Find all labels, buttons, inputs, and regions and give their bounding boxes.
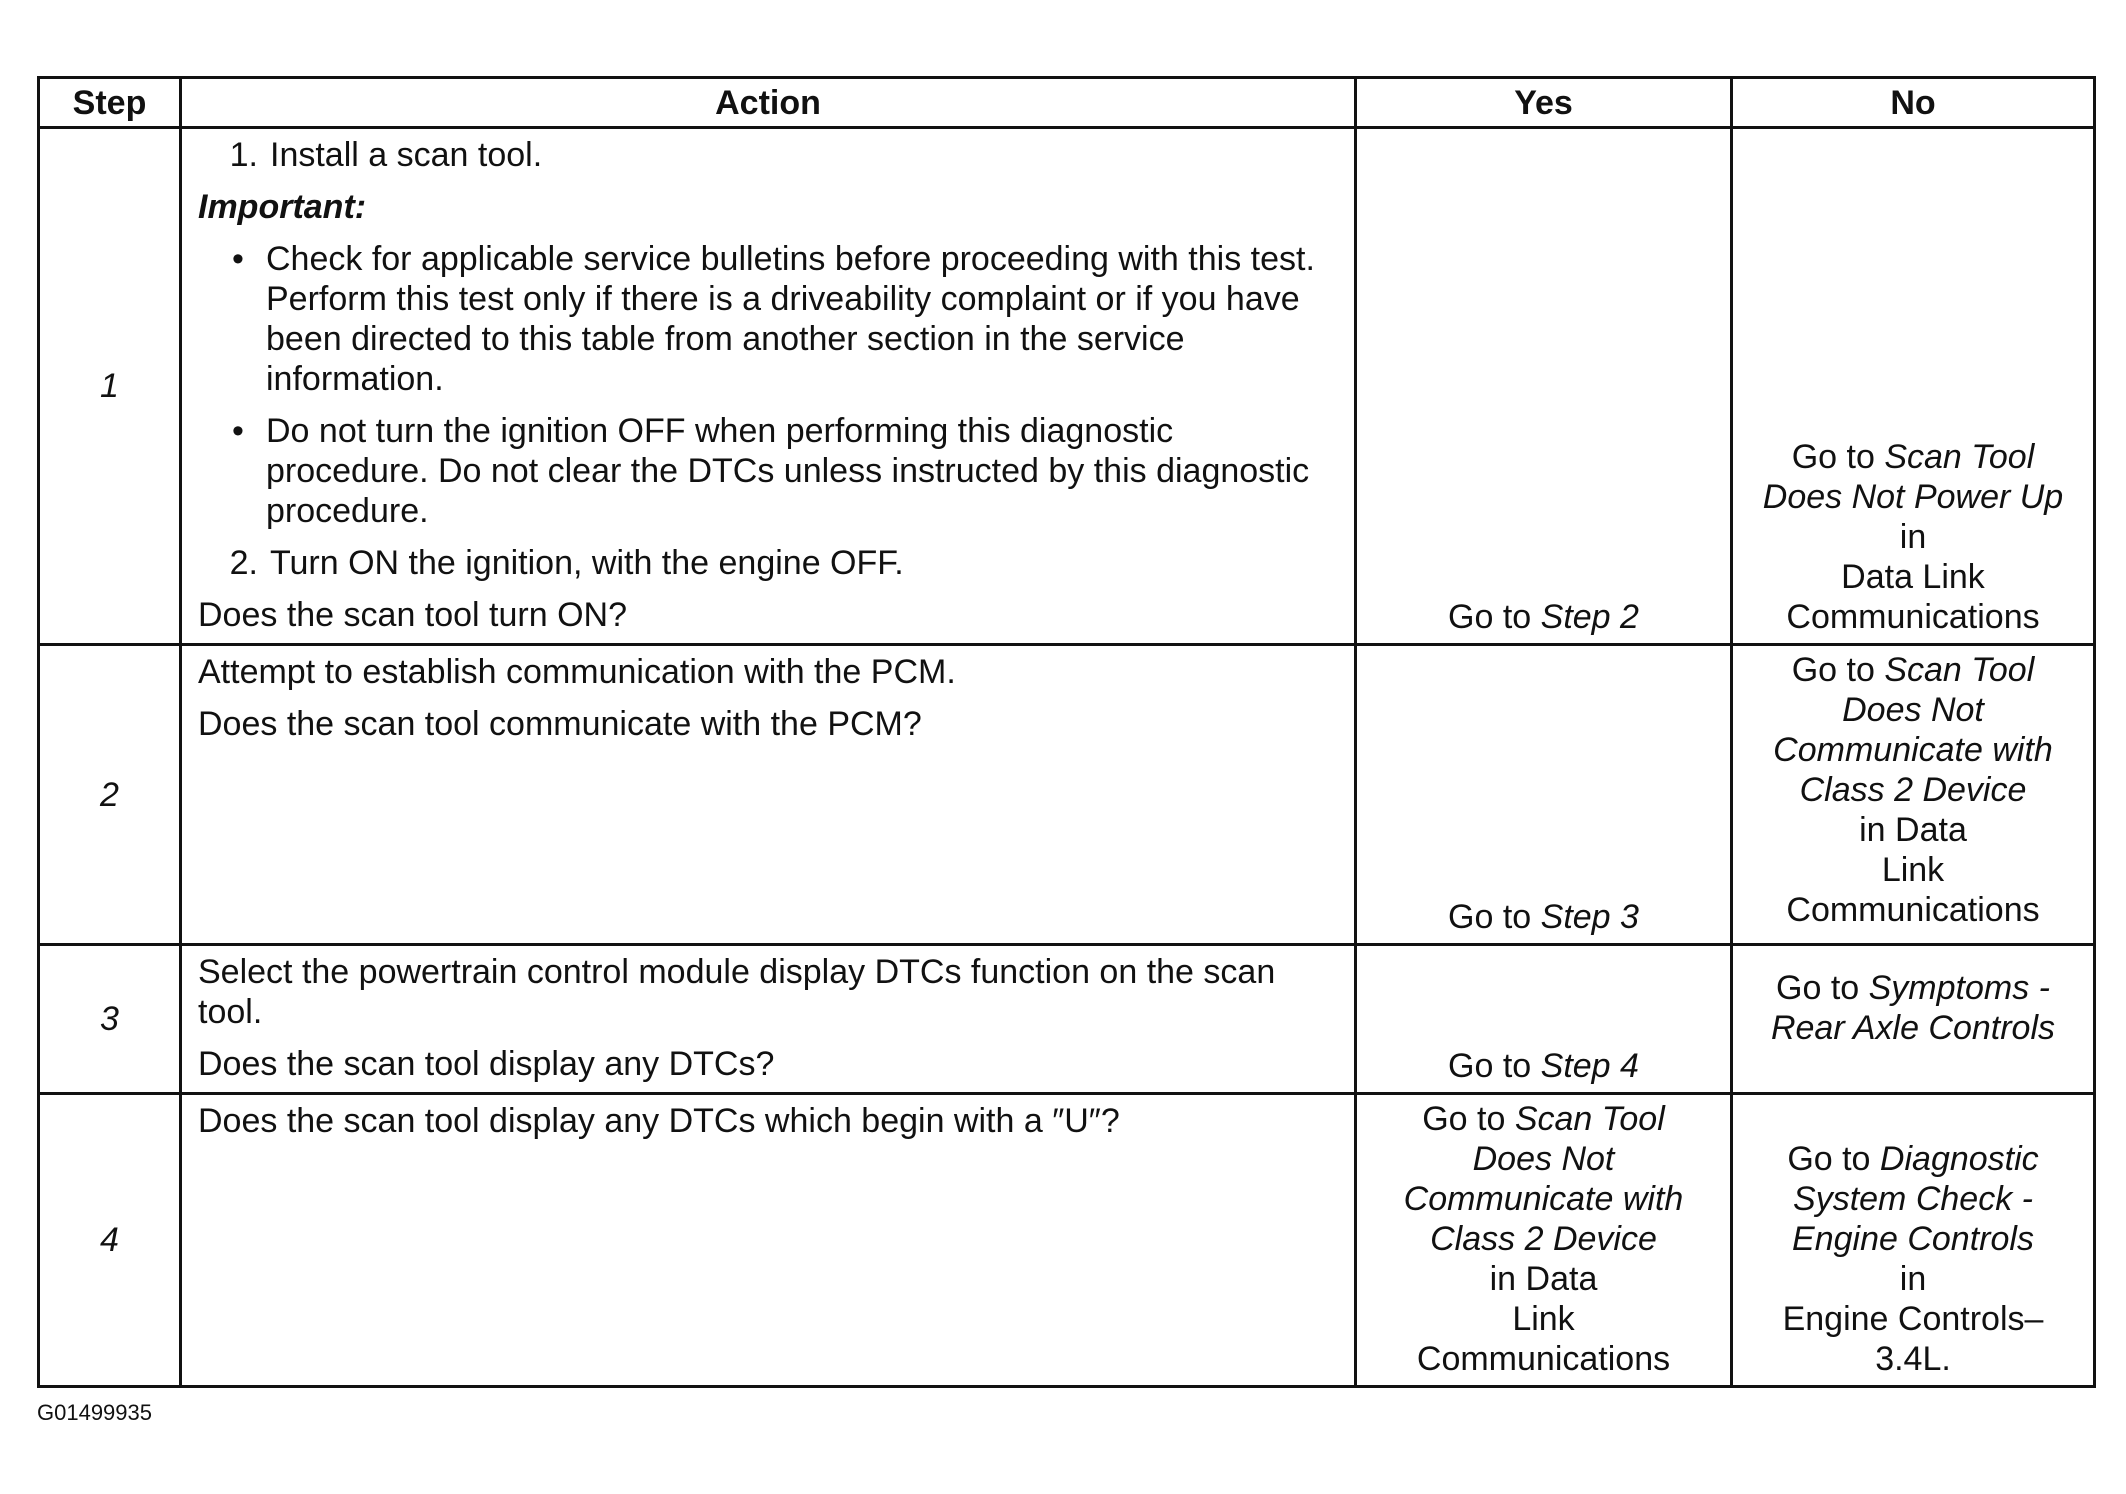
step-number: 2 bbox=[39, 645, 181, 945]
item-text: Install a scan tool. bbox=[270, 136, 543, 174]
no-section: Data Link bbox=[1841, 558, 1985, 596]
no-link[interactable]: Does Not Power Up bbox=[1762, 478, 2064, 516]
no-section: Communications bbox=[1786, 891, 2040, 929]
no-cell bbox=[1732, 128, 2095, 645]
item-number: 1. bbox=[229, 136, 258, 174]
yes-section: Link bbox=[1512, 1300, 1575, 1338]
bullet-text: Check for applicable service bulletins before proceeding with this test. Perform this test only if there is a driveability complaint or if you have been directed to this table from another section in the service information. bbox=[266, 240, 1315, 398]
no-in-text: in Data bbox=[1859, 811, 1967, 849]
no-section: Engine Controls– bbox=[1782, 1300, 2044, 1338]
no-link[interactable]: Rear Axle Controls bbox=[1770, 1009, 2056, 1047]
question-text: Does the scan tool display any DTCs which begin with a ″U″? bbox=[198, 1102, 1120, 1140]
action-cell bbox=[181, 128, 1356, 645]
no-link[interactable]: Scan Tool bbox=[1884, 438, 2035, 476]
yes-prefix: Go to bbox=[1422, 1100, 1515, 1138]
numbered-item bbox=[198, 543, 1338, 583]
yes-in-text: in Data bbox=[1489, 1260, 1598, 1298]
no-link[interactable]: Scan Tool bbox=[1884, 651, 2035, 689]
diagnostic-table-container bbox=[37, 76, 2093, 1388]
action-cell bbox=[181, 1094, 1356, 1387]
action-text: Attempt to establish communication with the PCM. bbox=[198, 653, 956, 691]
bullet-icon: • bbox=[232, 240, 244, 278]
no-section: Communications bbox=[1786, 598, 2040, 636]
table-row bbox=[39, 945, 2095, 1094]
bullet-icon: • bbox=[232, 412, 244, 450]
important-label: Important: bbox=[198, 188, 367, 226]
table-row bbox=[39, 1094, 2095, 1387]
figure-id: G01499935 bbox=[37, 1400, 152, 1425]
no-link[interactable]: Symptoms - bbox=[1868, 969, 2050, 1007]
no-cell bbox=[1732, 945, 2095, 1094]
no-link[interactable]: Class 2 Device bbox=[1799, 771, 2027, 809]
item-number: 2. bbox=[229, 544, 258, 582]
yes-cell bbox=[1356, 945, 1732, 1094]
question-text-value: Does the scan tool turn ON? bbox=[198, 596, 628, 634]
bullet-text: Do not turn the ignition OFF when performing this diagnostic procedure. Do not clear the DTCs unless instructed by this diagnostic procedure. bbox=[266, 412, 1310, 530]
question-text: Does the scan tool communicate with the PCM? bbox=[198, 705, 922, 743]
no-cell bbox=[1732, 1094, 2095, 1387]
diagnostic-table bbox=[37, 76, 2096, 1388]
yes-link[interactable]: Does Not bbox=[1472, 1140, 1615, 1178]
header-yes: Yes bbox=[1356, 78, 1732, 128]
no-prefix: Go to bbox=[1787, 1140, 1880, 1178]
step-number: 3 bbox=[39, 945, 181, 1094]
table-row bbox=[39, 128, 2095, 645]
yes-link[interactable]: Step 3 bbox=[1540, 898, 1639, 936]
yes-cell bbox=[1356, 645, 1732, 945]
no-prefix: Go to bbox=[1791, 651, 1885, 689]
header-step: Step bbox=[39, 78, 181, 128]
no-section: Link bbox=[1881, 851, 1945, 889]
no-link[interactable]: Engine Controls bbox=[1792, 1220, 2034, 1258]
yes-link[interactable]: Communicate with bbox=[1403, 1180, 1684, 1218]
item-text: Turn ON the ignition, with the engine OFF. bbox=[270, 544, 904, 582]
no-section: 3.4L. bbox=[1875, 1340, 1951, 1378]
yes-link[interactable]: Class 2 Device bbox=[1430, 1220, 1657, 1258]
table-header-row bbox=[39, 78, 2095, 128]
yes-cell bbox=[1356, 1094, 1732, 1387]
yes-link[interactable]: Scan Tool bbox=[1514, 1100, 1665, 1138]
yes-cell bbox=[1356, 128, 1732, 645]
no-prefix: Go to bbox=[1791, 438, 1885, 476]
action-text: Select the powertrain control module display DTCs function on the scan tool. bbox=[198, 953, 1276, 1031]
action-cell bbox=[181, 945, 1356, 1094]
bullet-item bbox=[198, 239, 1338, 399]
no-link[interactable]: System Check - bbox=[1793, 1180, 2033, 1218]
step-number: 4 bbox=[39, 1094, 181, 1387]
question-text: Does the scan tool display any DTCs? bbox=[198, 1045, 775, 1083]
no-prefix: Go to bbox=[1776, 969, 1869, 1007]
header-no: No bbox=[1732, 78, 2095, 128]
no-in-text: in bbox=[1899, 518, 1927, 556]
yes-link[interactable]: Step 2 bbox=[1540, 598, 1639, 636]
action-cell bbox=[181, 645, 1356, 945]
no-link[interactable]: Communicate with bbox=[1773, 731, 2053, 769]
bullet-item bbox=[198, 411, 1338, 531]
yes-prefix: Go to bbox=[1448, 598, 1541, 636]
no-link[interactable]: Does Not bbox=[1842, 691, 1984, 729]
numbered-item bbox=[198, 135, 1338, 175]
no-in-text: in bbox=[1899, 1260, 1927, 1298]
no-cell bbox=[1732, 645, 2095, 945]
yes-prefix: Go to bbox=[1448, 898, 1541, 936]
yes-link[interactable]: Step 4 bbox=[1540, 1047, 1639, 1085]
header-action: Action bbox=[181, 78, 1356, 128]
yes-prefix: Go to bbox=[1448, 1047, 1541, 1085]
question-text bbox=[198, 595, 1338, 635]
yes-section: Communications bbox=[1416, 1340, 1671, 1378]
table-row bbox=[39, 645, 2095, 945]
step-number: 1 bbox=[39, 128, 181, 645]
no-link[interactable]: Diagnostic bbox=[1879, 1140, 2039, 1178]
